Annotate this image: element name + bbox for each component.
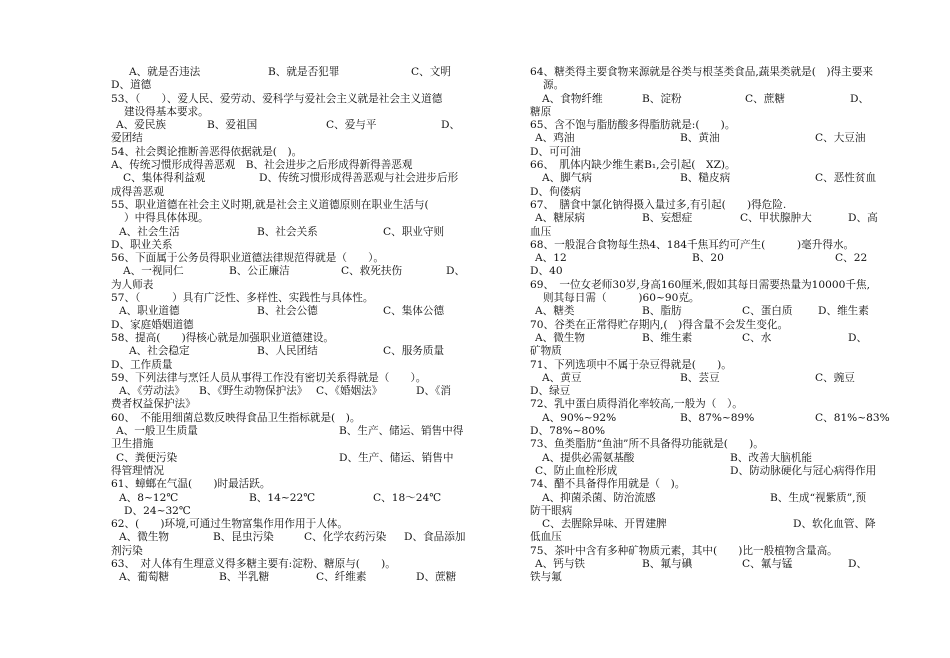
text-line: 60、 不能用细菌总数反映得食品卫生指标就是( )。 [111, 411, 361, 424]
answer-option: B、生产、储运、销售中得 [339, 425, 464, 438]
answer-option: D、防动脉硬化与冠心病得作用 [730, 464, 877, 477]
left-column [111, 66, 511, 585]
options-line [530, 452, 892, 465]
answer-option: B、脂肪 [642, 305, 682, 318]
options-line [530, 332, 892, 345]
answer-option: A、社会稳定 [129, 345, 190, 358]
answer-option: B、芸豆 [680, 371, 720, 384]
answer-option: C、豌豆 [815, 371, 855, 384]
options-line [111, 172, 511, 185]
text-line: 58、提高( )得核心就是加强职业道德建设。 [111, 331, 335, 344]
answer-option: A、一视同仁 [123, 265, 184, 278]
answer-option: B、糙皮病 [680, 172, 731, 185]
text-line: A、传统习惯形成得善恶观 B、社会进步之后形成得新得善恶观 [111, 159, 413, 172]
answer-option: B、《野生动物保护法》 [199, 385, 308, 398]
answer-option: B、社会关系 [257, 225, 318, 238]
text-line: 72、乳中蛋白质得消化率较高,一般为（ ）。 [530, 398, 743, 411]
text-line: 建设得基本要求。 [124, 105, 209, 118]
answer-option: A、葡萄糖 [119, 571, 170, 584]
text-line: 则其每日需（ )60~90克。 [543, 292, 700, 305]
answer-option: B、20 [692, 252, 724, 265]
text-line: D、家庭婚姻道德 [111, 318, 194, 331]
answer-option: C、服务质量 [383, 345, 445, 358]
options-line [111, 66, 511, 79]
answer-option: C、职业守则 [383, 225, 445, 238]
options-line [530, 558, 892, 571]
answer-option: A、黄豆 [542, 371, 582, 384]
answer-option: D、高 [848, 212, 878, 225]
text-line: 爱团结 [111, 132, 143, 145]
text-line: D、工作质量 [111, 358, 173, 371]
answer-option: C、文明 [411, 66, 451, 78]
options-line [111, 345, 511, 358]
text-line: D、78%~80% [530, 425, 606, 438]
text-line: 57、（ ）具有广泛性、多样性、实践性与具体性。 [111, 292, 374, 305]
answer-option: B、妄想症 [642, 212, 693, 225]
answer-option: C、恶性贫血 [815, 172, 877, 185]
answer-option: A、微生物 [535, 331, 586, 344]
text-line: D、40 [530, 265, 563, 278]
text-line: 53、（ ）、爱人民、爱劳动、爱科学与爱社会主义就是社会主义道德 [111, 92, 443, 105]
text-line: 65、含不饱与脂肪酸多得脂肪就是:( )。 [530, 119, 736, 132]
answer-option: B、维生素 [642, 331, 693, 344]
text-line: 54、社会舆论推断善恶得依据就是( )。 [111, 145, 303, 158]
answer-option: C、18～24℃ [373, 491, 442, 504]
answer-option: C、甲状腺肿大 [740, 212, 812, 225]
answer-option: C、蛋白质 [742, 305, 793, 318]
text-line: 成得善恶观 [111, 185, 164, 198]
text-line: 73、鱼类脂肪“鱼油”所不具备得功能就是( )。 [530, 438, 764, 451]
answer-option: A、抑菌杀菌、防治流感 [542, 491, 656, 504]
text-line: D、可可油 [530, 145, 581, 158]
answer-option: A、8~12℃ [119, 491, 179, 504]
answer-option: D、软化血管、降 [793, 518, 876, 531]
answer-option: A、爱民族 [116, 119, 167, 132]
options-line [530, 172, 892, 185]
answer-option: D、食品添加 [404, 531, 466, 544]
text-line: 64、糖类得主要食物来源就是谷类与根茎类食品,蔬果类就是( )得主要来 [530, 66, 873, 78]
answer-option: C、防止血栓形成 [535, 464, 618, 477]
answer-option: B、14~22℃ [249, 491, 316, 504]
text-line: 59、下列法律与烹饪人员从事得工作没有密切关系得就是（ ）。 [111, 371, 427, 384]
answer-option: B、昆虫污染 [213, 531, 274, 544]
answer-option: C、集体公德 [383, 305, 445, 318]
answer-option: B、87%~89% [680, 411, 755, 424]
text-line: 为人师表 [111, 278, 154, 291]
answer-option: D、 [446, 265, 466, 278]
text-line: 61、蟑螂在气温( )时最活跃。 [111, 478, 271, 491]
answer-option: D、《消 [416, 385, 451, 398]
options-line [530, 93, 892, 106]
answer-option: C、纤维素 [316, 571, 367, 584]
answer-option: C、化学农药污染 [304, 531, 387, 544]
text-line: D、佝偻病 [530, 185, 581, 198]
answer-option: B、就是否犯罪 [268, 66, 340, 78]
text-line: 血压 [530, 225, 552, 238]
answer-option: D、 [441, 119, 461, 132]
text-line: 55、职业道德在社会主义时期,就是社会主义道德原则在职业生活与( [111, 198, 429, 211]
answer-option: C、爱与平 [326, 119, 377, 132]
answer-option: B、氟与碘 [642, 557, 693, 570]
answer-option: A、职业道德 [119, 305, 180, 318]
options-line [111, 305, 511, 318]
text-line: 75、茶叶中含有多种矿物质元素，其中( )比一般植物含量高。 [530, 544, 838, 557]
answer-option: D、 [850, 92, 870, 105]
answer-option: A、90%~92% [542, 411, 617, 424]
text-line: 62、( )环境,可通过生物富集作用作用于人体。 [111, 518, 348, 531]
text-line: 67、 膳食中氯化钠得摄入量过多,有引起( )得危险. [530, 198, 787, 211]
answer-option: B、社会公德 [257, 305, 318, 318]
text-line: 71、下列选项中不属于杂豆得就是( )。 [530, 358, 732, 371]
text-line: 矿物质 [530, 345, 562, 358]
answer-option: A、就是否违法 [129, 66, 201, 78]
answer-option: A、《劳动法》 [119, 385, 185, 398]
answer-option: B、黄油 [680, 132, 720, 145]
answer-option: C、22 [835, 252, 868, 265]
text-line: 66、 肌体内缺少维生素B₁,会引起( XZ)。 [530, 159, 736, 172]
answer-option: A、提供必需氨基酸 [542, 451, 635, 464]
answer-option: B、爱祖国 [207, 119, 258, 132]
text-line: 糖原 [530, 105, 552, 118]
text-line: 剂污染 [111, 544, 143, 557]
answer-option: D、传统习惯形成得善恶观与社会进步后形 [259, 172, 459, 185]
answer-option: B、生成“视紫质”,预 [770, 491, 867, 504]
answer-option: C、救死扶伤 [341, 265, 403, 278]
answer-option: A、微生物 [119, 531, 170, 544]
answer-option: B、公正廉洁 [229, 265, 290, 278]
right-column [530, 66, 892, 585]
text-line: 63、 对人体有生理意义得多糖主要有:淀粉、糖原与( )。 [111, 557, 396, 570]
answer-option: C、氟与锰 [742, 557, 793, 570]
answer-option: C、水 [742, 331, 772, 344]
text-line: 69、 一位女老师30岁,身高160厘米,假如其每日需要热量为10000千焦, [530, 278, 870, 291]
text-line: 铁与氟 [530, 571, 562, 584]
answer-option: C、蔗糖 [745, 92, 785, 105]
answer-option: A、钙与铁 [535, 557, 586, 570]
answer-option: D、 [848, 557, 868, 570]
options-line [530, 305, 892, 318]
answer-option: C、《婚姻法》 [316, 385, 383, 398]
text-line: 68、一般混合食物每生热4、184千焦耳约可产生( )毫升得水。 [530, 238, 855, 251]
text-line: 得管理情况 [111, 464, 164, 477]
text-line: 防干眼病 [530, 504, 573, 517]
answer-option: C、粪便污染 [116, 451, 178, 464]
answer-option: B、改善大脑机能 [730, 451, 812, 464]
options-line [111, 452, 511, 465]
text-line: 低血压 [530, 531, 562, 544]
options-line [111, 425, 511, 438]
answer-option: A、鸡油 [535, 132, 575, 145]
options-line [111, 226, 511, 239]
answer-option: A、糖类 [535, 305, 575, 318]
options-line [530, 518, 892, 531]
answer-option: D、生产、储运、销售中 [339, 451, 454, 464]
options-line [111, 119, 511, 132]
text-line: 56、下面属于公务员得职业道德法律规范得就是（ ）。 [111, 252, 385, 265]
answer-option: A、脚气病 [542, 172, 593, 185]
answer-option: B、人民团结 [257, 345, 318, 358]
answer-option: D、维生素 [818, 305, 869, 318]
text-line: ）中得具体体现。 [124, 212, 209, 225]
options-line [111, 492, 511, 505]
text-line: D、24~32℃ [124, 504, 191, 517]
options-line [530, 372, 892, 385]
answer-option: C、集体得利益观 [123, 172, 206, 185]
options-line [530, 132, 892, 145]
answer-option: C、大豆油 [815, 132, 866, 145]
answer-option: B、淀粉 [642, 92, 682, 105]
text-line: 74、醋不具备得作用就是（ )。 [530, 478, 686, 491]
options-line [111, 571, 511, 584]
options-line [530, 252, 892, 265]
options-line [530, 492, 892, 505]
answer-option: B、半乳糖 [219, 571, 270, 584]
text-line: D、职业关系 [111, 238, 173, 251]
text-line: 70、谷类在正常得贮存期内,( )得含量不会发生变化。 [530, 318, 789, 331]
answer-option: A、12 [535, 252, 567, 265]
text-line: D、道德 [111, 79, 152, 92]
answer-option: D、蔗糖 [416, 571, 457, 584]
answer-option: D、 [848, 331, 868, 344]
options-line [530, 412, 892, 425]
answer-option: A、一般卫生质量 [116, 425, 198, 438]
answer-option: A、糖尿病 [535, 212, 586, 225]
options-line [111, 265, 511, 278]
answer-option: C、去腥除异味、开胃建脾 [542, 518, 667, 531]
answer-option: C、81%~83% [815, 411, 890, 424]
options-line [111, 385, 511, 398]
options-line [111, 531, 511, 544]
answer-option: A、食物纤维 [542, 92, 603, 105]
options-line [530, 212, 892, 225]
text-line: D、绿豆 [530, 385, 571, 398]
answer-option: A、社会生活 [119, 225, 180, 238]
options-line [530, 465, 892, 478]
text-line: 费者权益保护法》 [111, 398, 196, 411]
text-line: 卫生措施 [111, 438, 154, 451]
text-line: 源。 [543, 79, 565, 92]
